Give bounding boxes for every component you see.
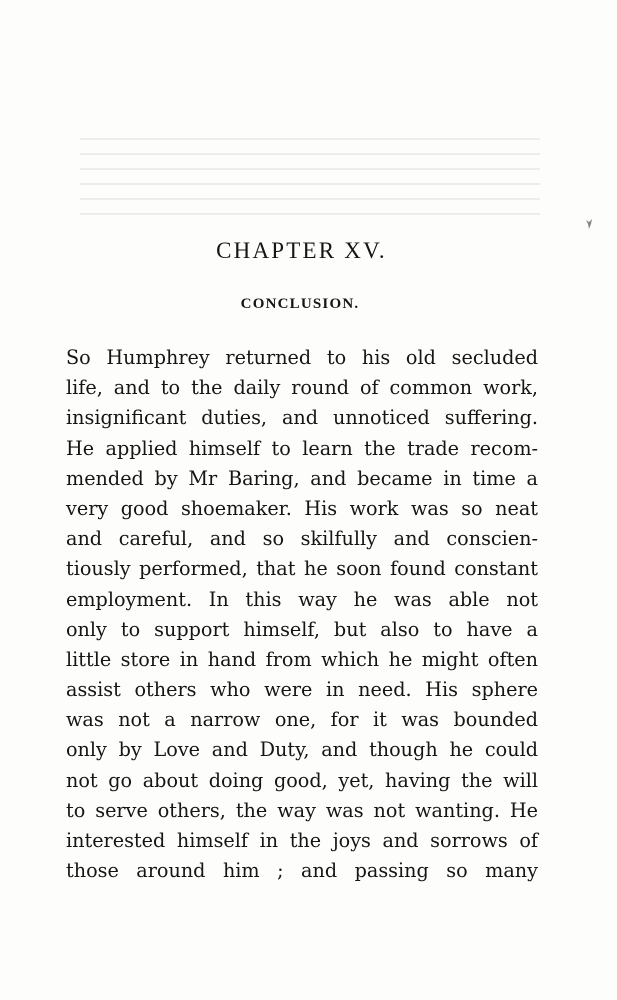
text-line: only by Love and Duty, and though he could bbox=[66, 738, 538, 762]
text-line: He applied himself to learn the trade recom- bbox=[66, 436, 538, 460]
text-line: assist others who were in need. His sphere bbox=[66, 678, 538, 702]
text-line: insignificant duties, and unnoticed suffering. bbox=[66, 406, 538, 430]
text-line: little store in hand from which he might often bbox=[66, 647, 538, 671]
chapter-heading: CHAPTER XV. bbox=[216, 238, 387, 263]
text-line: life, and to the daily round of common work, bbox=[66, 376, 538, 400]
text-line: So Humphrey returned to his old secluded bbox=[66, 346, 538, 369]
text-line: very good shoemaker. His work was so neat bbox=[66, 496, 538, 520]
ink-speck bbox=[584, 218, 594, 230]
text-line: and careful, and so skilfully and conscien- bbox=[66, 527, 538, 551]
text-line: only to support himself, but also to have a bbox=[66, 617, 538, 641]
text-line: mended by Mr Baring, and became in time a bbox=[66, 466, 538, 490]
bleed-through-text bbox=[80, 125, 540, 315]
text-line: to serve others, the way was not wanting. He bbox=[66, 798, 538, 822]
text-line: tiously performed, that he soon found constant bbox=[66, 557, 538, 581]
text-line: was not a narrow one, for it was bounded bbox=[66, 708, 538, 732]
text-line: not go about doing good, yet, having the will bbox=[66, 768, 538, 792]
body-paragraph bbox=[66, 343, 538, 886]
chapter-subtitle: CONCLUSION. bbox=[240, 296, 360, 312]
text-line: interested himself in the joys and sorrows of bbox=[66, 829, 538, 852]
text-line: those around him ; and passing so many bbox=[66, 859, 538, 883]
text-line: employment. In this way he was able not bbox=[66, 587, 538, 611]
